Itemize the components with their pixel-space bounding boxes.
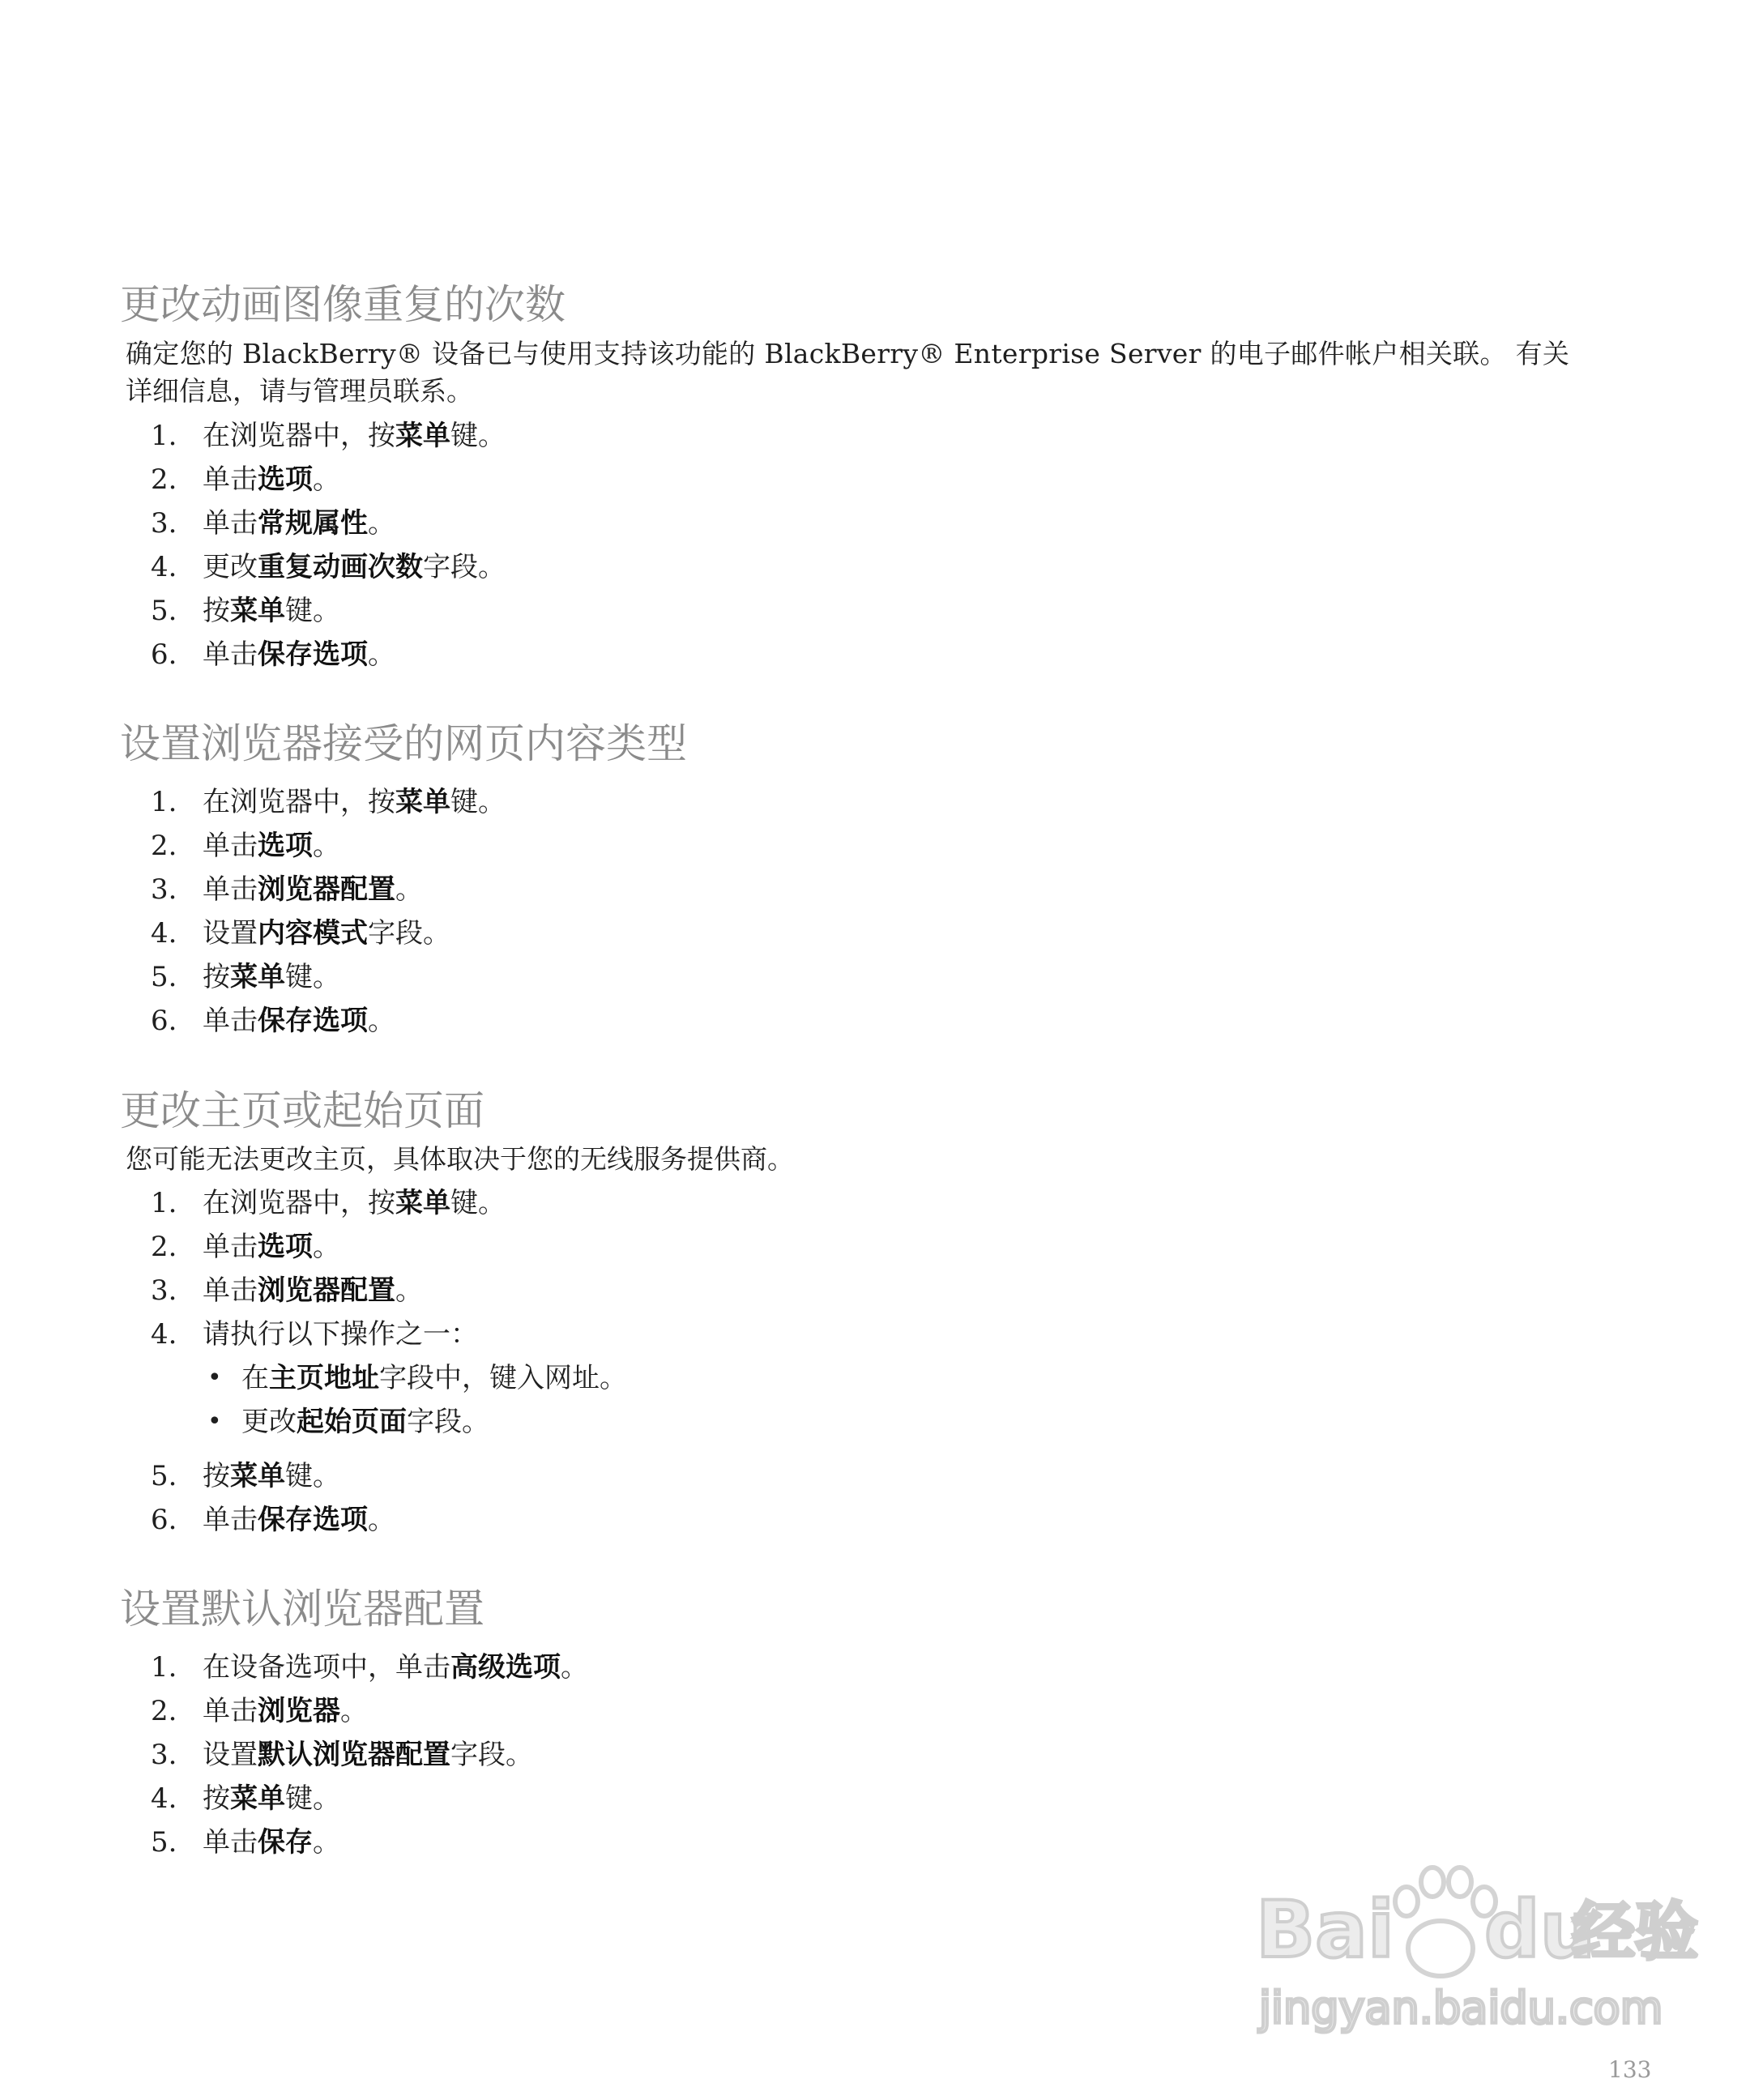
page-number: 133 xyxy=(1608,2056,1652,2083)
section-title: 更改主页或起始页面 xyxy=(120,1087,484,1134)
document-page: 更改动画图像重复的次数 确定您的 BlackBerry® 设备已与使用支持该功能的 BlackBerry® Enterprise Server 的电子邮件帐户相关联。 有关 详细信息，请与管理员联系。 1. 在浏览器中，按菜单键。 2. 单击选项。 3. 单击常规属性。 4. 更改重复动画次数字段。 5. 按菜单键。 6. 单击保存选项。 设置浏览器接受的网页内容类型 1. 在浏览器中，按菜单键。 2. 单击选项。 3. 单击浏览器配置。 4. 设置内容模式字段。 5. 按菜单键。 6. 单击保存选项。 更改主页或起始页面 您可能无法更改主页，具体取决于您的无线服务提供商。 1. 在浏览器中，按菜单键。 2. 单击选项。 3. 单击浏览器配置。 4. 请执行以下操作之一： • 在主页地址字段中，键入网址。 • 更改起始页面字段。 5. 按菜单键。 6. 单击保存选项。 设置默认浏览器配置 1. 在设备选项中，单击高级选项。 2. 单击浏览器。 3. 设置默认浏览器配置字段。 4. 按菜单键。 5. 单击保存。 Bai du 经验 jingyan.baidu.com 133 xyxy=(120,281,1699,2083)
bullet-icon: • xyxy=(207,1364,222,1392)
svg-text:du: du xyxy=(1484,1884,1596,1975)
section-title: 更改动画图像重复的次数 xyxy=(120,281,566,328)
svg-text:经验: 经验 xyxy=(1572,1896,1699,1969)
section-title: 设置默认浏览器配置 xyxy=(120,1586,484,1633)
svg-text:jingyan.baidu.com: jingyan.baidu.com xyxy=(1259,1983,1663,2034)
section-intro-line: 详细信息，请与管理员联系。 xyxy=(126,375,473,407)
section-intro-line: 您可能无法更改主页，具体取决于您的无线服务提供商。 xyxy=(126,1143,794,1175)
bullet-icon: • xyxy=(207,1407,222,1436)
section-intro-line: 确定您的 BlackBerry® 设备已与使用支持该功能的 BlackBerry® Enterprise Server 的电子邮件帐户相关联。 有关 xyxy=(126,338,1570,369)
baidu-jingyan-watermark-logo xyxy=(1248,1843,1699,2050)
section-title: 设置浏览器接受的网页内容类型 xyxy=(120,720,687,767)
svg-text:Bai: Bai xyxy=(1256,1884,1394,1975)
